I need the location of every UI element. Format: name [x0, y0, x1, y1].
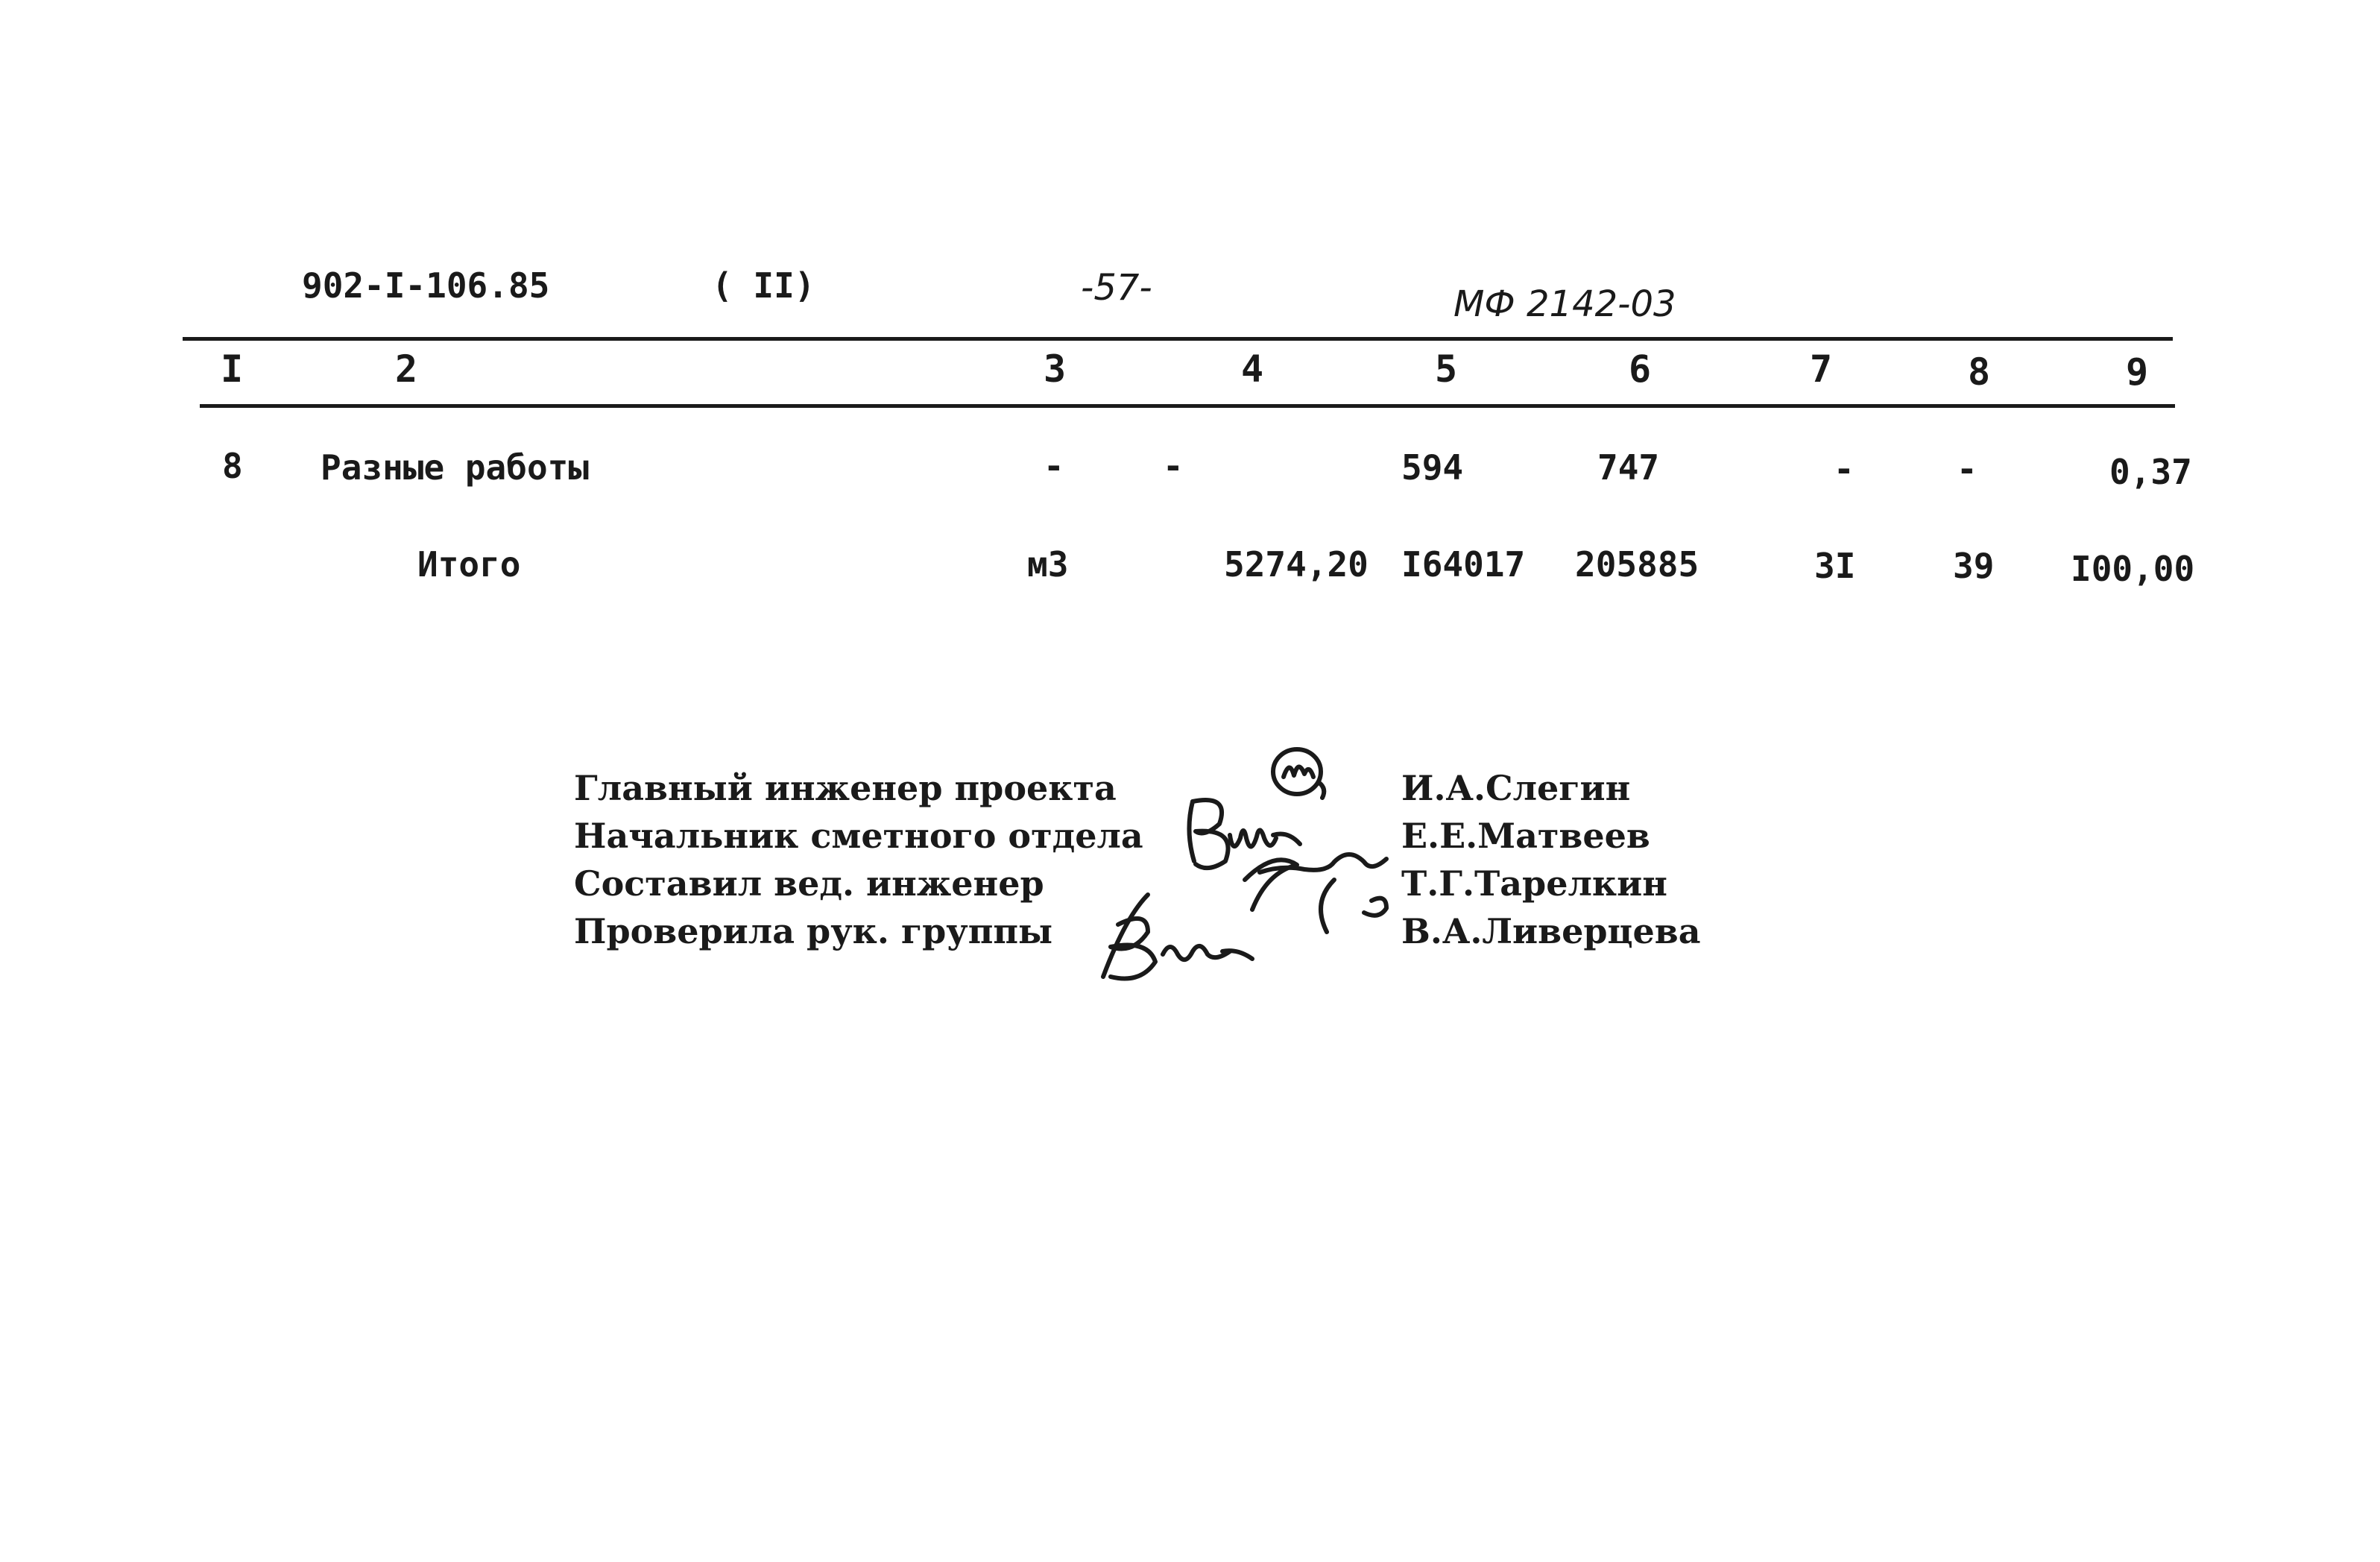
cell-col9: 0,37 — [2109, 452, 2192, 492]
row-name: Разные работы — [321, 447, 590, 488]
signature-name: Е.Е.Матвеев — [1401, 816, 1650, 856]
row-name: Итого — [417, 544, 521, 585]
cell-col7: - — [1834, 449, 1855, 489]
cell-col8: 39 — [1953, 546, 1995, 586]
column-number: 4 — [1241, 347, 1264, 391]
cell-col9: I00,00 — [2071, 549, 2195, 589]
cell-col8: - — [1957, 449, 1977, 489]
handwritten-signatures — [1073, 731, 1416, 984]
cell-col3: - — [1044, 446, 1064, 486]
column-number: 8 — [1968, 350, 1991, 394]
reference-code: МФ 2142-03 — [1453, 283, 1676, 325]
signature-role: Проверила рук. группы — [574, 911, 1053, 951]
cell-col5: I64017 — [1401, 544, 1526, 585]
signature-name: Т.Г.Тарелкин — [1401, 863, 1667, 904]
cell-col5: 594 — [1401, 447, 1464, 488]
cell-col4: 5274,20 — [1224, 544, 1369, 585]
column-number: I — [221, 347, 244, 391]
table-header-rule — [200, 404, 2175, 408]
cell-col6: 747 — [1597, 447, 1660, 488]
column-number: 3 — [1044, 347, 1067, 391]
column-number: 2 — [395, 347, 418, 391]
table-top-rule — [183, 337, 2173, 341]
cell-col4: - — [1163, 446, 1184, 486]
column-number: 9 — [2126, 350, 2149, 394]
signature-name: В.А.Ливерцева — [1401, 911, 1701, 951]
row-number: 8 — [222, 446, 243, 486]
signature-name: И.А.Слегин — [1401, 768, 1631, 808]
cell-col6: 205885 — [1575, 544, 1699, 585]
part-number: ( II) — [712, 265, 815, 306]
cell-col3: м3 — [1027, 544, 1069, 585]
signature-role: Главный инженер проекта — [574, 768, 1117, 808]
column-number: 7 — [1810, 347, 1833, 391]
column-number: 5 — [1435, 347, 1458, 391]
signature-role: Составил вед. инженер — [574, 863, 1044, 904]
page-number: -57- — [1081, 267, 1152, 309]
doc-code: 902-I-106.85 — [302, 265, 550, 306]
signature-role: Начальник сметного отдела — [574, 816, 1143, 856]
cell-col7: 3I — [1814, 546, 1856, 586]
column-number: 6 — [1629, 347, 1652, 391]
